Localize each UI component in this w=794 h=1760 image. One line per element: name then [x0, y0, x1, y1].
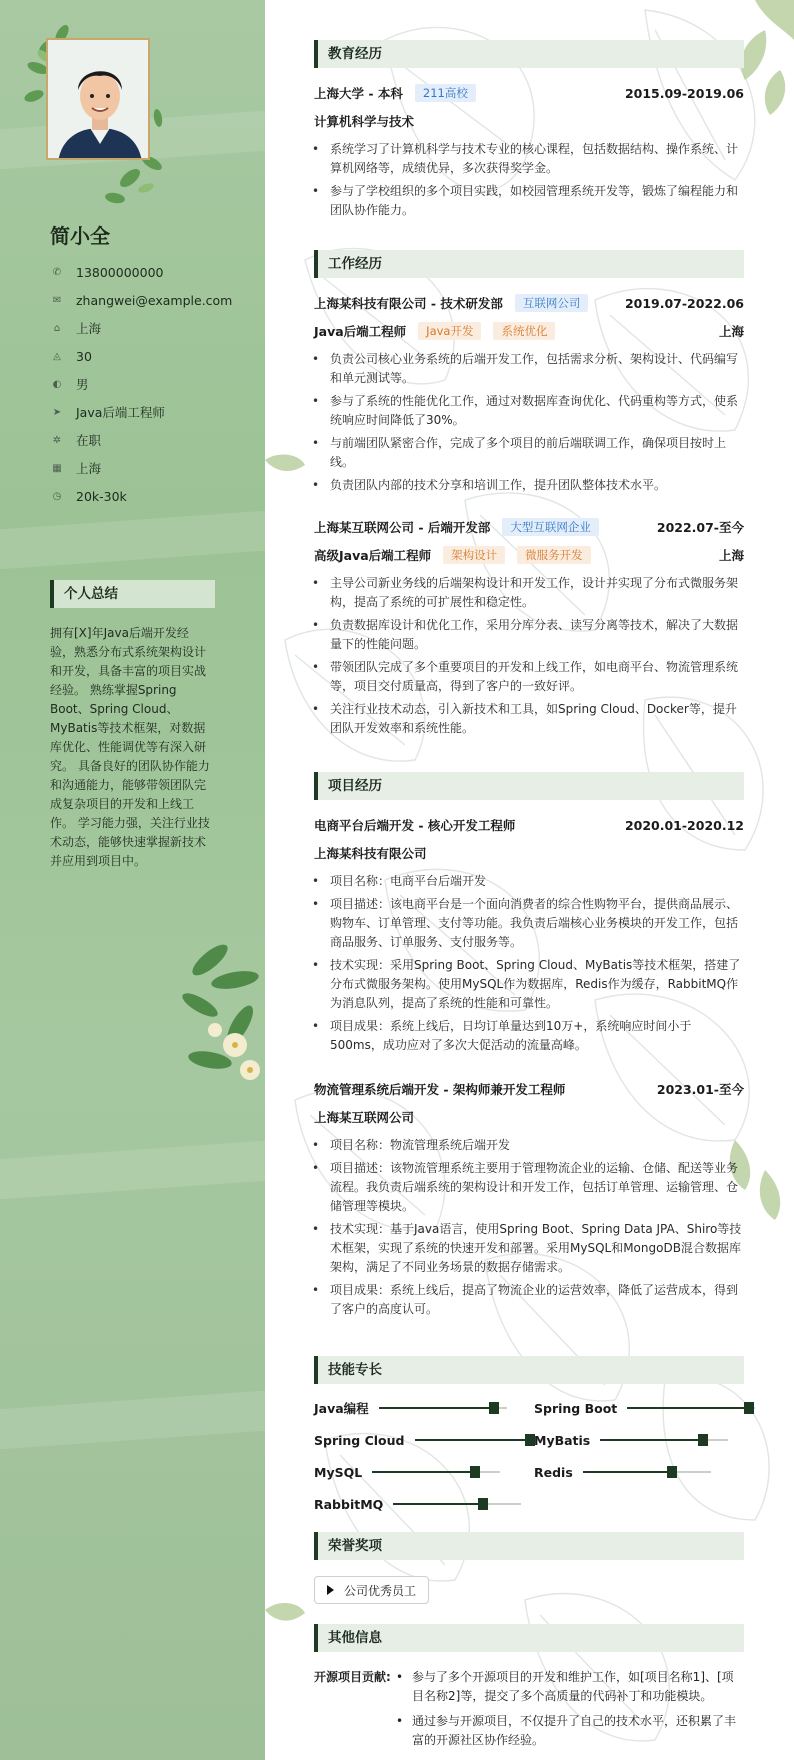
other-bullets	[392, 1668, 744, 1756]
skill-level-knob	[744, 1402, 754, 1414]
job-1-header	[314, 294, 744, 312]
avatar	[46, 38, 150, 160]
list-item: • 负责团队内部的技术分享和培训工作，提升团队整体技术水平。	[314, 476, 744, 495]
candidate-name: 简小全	[50, 224, 110, 248]
flower-decoration-icon	[180, 930, 265, 1090]
list-item: • 技术实现：基于Java语言，使用Spring Boot、Spring Data JPA、Shiro等技术框架，实现了系统的快速开发和部署。采用MySQL和MongoDB混合数据库架构，满足了不同业务场景的数据存储需求。	[314, 1220, 744, 1277]
job-date: 2019.07-2022.06	[624, 295, 744, 311]
job-2-bullets	[314, 574, 744, 742]
skill-name: MyBatis	[534, 1432, 591, 1448]
education-bullets	[314, 140, 744, 224]
role-tag: Java开发	[418, 322, 481, 340]
skill-item	[534, 1462, 711, 1482]
awards-section-title: 荣誉奖项	[314, 1532, 744, 1560]
info-age: ◬ 30	[50, 342, 250, 370]
summary-section-title: 个人总结	[50, 580, 215, 608]
project-date: 2020.01-2020.12	[624, 817, 744, 833]
info-salary: ◷ 20k-30k	[50, 482, 250, 510]
building-icon: ▦	[52, 462, 62, 474]
job-1-bullets	[314, 350, 744, 499]
list-item: • 负责公司核心业务系统的后端开发工作，包括需求分析、架构设计、代码编写和单元测试等。	[314, 350, 744, 388]
info-city: ▦ 上海	[50, 454, 250, 482]
play-icon	[327, 1585, 334, 1595]
list-item: • 参与了多个开源项目的开发和维护工作，如[项目名称1]、[项目名称2]等，提交了多个高质量的代码补丁和功能模块。	[392, 1668, 744, 1706]
job-company: 上海某互联网公司 - 后端开发部	[314, 520, 491, 535]
skill-level-bar	[415, 1439, 543, 1441]
send-icon: ➤	[52, 406, 62, 418]
project-2-bullets	[314, 1136, 744, 1323]
contact-info-list	[50, 258, 250, 510]
skill-item	[314, 1430, 543, 1450]
skill-level-bar	[627, 1407, 755, 1409]
projects-section-title: 项目经历	[314, 772, 744, 800]
other-section-title: 其他信息	[314, 1624, 744, 1652]
list-item: • 与前端团队紧密合作，完成了多个项目的前后端联调工作，确保项目按时上线。	[314, 434, 744, 472]
skill-level-fill	[583, 1471, 673, 1473]
skill-level-fill	[372, 1471, 474, 1473]
skill-level-fill	[415, 1439, 530, 1441]
job-company: 上海某科技有限公司 - 技术研发部	[314, 296, 503, 311]
skill-name: Spring Boot	[534, 1400, 618, 1416]
job-date: 2022.07-至今	[656, 520, 744, 535]
skill-level-knob	[698, 1434, 708, 1446]
avatar-photo-icon	[48, 40, 150, 160]
project-date: 2023.01-至今	[656, 1082, 744, 1097]
work-section-title: 工作经历	[314, 250, 744, 278]
list-item: • 参与了系统的性能优化工作，通过对数据库查询优化、代码重构等方式，使系统响应时间降低了30%。	[314, 392, 744, 430]
education-section-title: 教育经历	[314, 40, 744, 68]
list-item: • 技术实现：采用Spring Boot、Spring Cloud、MyBatis等技术框架，搭建了分布式微服务架构。使用MySQL作为数据库，Redis作为缓存，RabbitMQ作为消息队列，提高了系统的性能和可靠性。	[314, 956, 744, 1013]
skill-item	[534, 1430, 728, 1450]
skill-item	[534, 1398, 755, 1418]
skill-level-fill	[627, 1407, 749, 1409]
education-header-row	[314, 84, 744, 102]
list-item: • 系统学习了计算机科学与技术专业的核心课程，包括数据结构、操作系统、计算机网络等，成绩优异，多次获得奖学金。	[314, 140, 744, 178]
list-item: • 项目名称：电商平台后端开发	[314, 872, 744, 891]
role-tag: 系统优化	[493, 322, 555, 340]
skill-level-knob	[489, 1402, 499, 1414]
info-target-position: ➤ Java后端工程师	[50, 398, 250, 426]
skill-item	[314, 1398, 507, 1418]
list-item: • 参与了学校组织的多个项目实践，如校园管理系统开发等，锻炼了编程能力和团队协作能力。	[314, 182, 744, 220]
skill-level-bar	[372, 1471, 500, 1473]
list-item: • 项目成果：系统上线后，提高了物流企业的运营效率，降低了运营成本，得到了客户的高度认可。	[314, 1281, 744, 1319]
job-city: 上海	[718, 548, 744, 563]
company-tag: 大型互联网企业	[502, 518, 599, 536]
school-tag: 211高校	[415, 84, 476, 102]
job-2-role-row	[314, 546, 744, 564]
summary-text: 拥有[X]年Java后端开发经验，熟悉分布式系统架构设计和开发，具备丰富的项目实战经验。 熟练掌握Spring Boot、Spring Cloud、MyBatis等技术框架，对数据库优化、性能调优等有深入研究。 具备良好的团队协作能力和沟通能力，能够带领团队完成复杂项目的开发和上线工作。 学习能力强，关注行业技术动态，能够快速掌握新技术并应用到项目中。	[50, 626, 210, 868]
project-2-company: 上海某互联网公司	[314, 1110, 415, 1125]
skill-name: Redis	[534, 1464, 573, 1480]
skill-level-fill	[600, 1439, 702, 1441]
list-item: • 项目名称：物流管理系统后端开发	[314, 1136, 744, 1155]
cake-icon: ◬	[53, 350, 61, 362]
list-item: • 项目成果：系统上线后，日均订单量达到10万+，系统响应时间小于500ms，成功应对了多次大促活动的流量高峰。	[314, 1017, 744, 1055]
school-name: 上海大学 - 本科	[314, 86, 403, 101]
other-label: 开源项目贡献:	[314, 1670, 391, 1684]
role-tag: 架构设计	[443, 546, 505, 564]
skill-level-knob	[470, 1466, 480, 1478]
salary-icon: ◷	[52, 490, 62, 502]
skill-level-bar	[583, 1471, 711, 1473]
project-name: 电商平台后端开发 - 核心开发工程师	[314, 818, 516, 833]
major: 计算机科学与技术	[314, 114, 415, 129]
list-item: • 关注行业技术动态，引入新技术和工具，如Spring Cloud、Docker等，提升团队开发效率和系统性能。	[314, 700, 744, 738]
skill-level-knob	[667, 1466, 677, 1478]
job-city: 上海	[718, 324, 744, 339]
role-tag: 微服务开发	[517, 546, 591, 564]
home-icon: ⌂	[53, 322, 61, 334]
skill-level-knob	[478, 1498, 488, 1510]
company-tag: 互联网公司	[515, 294, 589, 312]
skill-level-bar	[379, 1407, 507, 1409]
skill-name: MySQL	[314, 1464, 363, 1480]
skill-level-fill	[393, 1503, 483, 1505]
job-role: Java后端工程师	[314, 324, 407, 339]
skill-level-bar	[600, 1439, 728, 1441]
other-info	[314, 1668, 744, 1756]
phone-icon: ✆	[52, 266, 62, 278]
list-item: • 项目描述：该电商平台是一个面向消费者的综合性购物平台，提供商品展示、购物车、订单管理、支付等功能。我负责后端核心业务模块的开发工作，包括商品服务、订单服务、支付服务等。	[314, 895, 744, 952]
project-1-bullets	[314, 872, 744, 1059]
list-item: • 主导公司新业务线的后端架构设计和开发工作，设计并实现了分布式微服务架构，提高了系统的可扩展性和稳定性。	[314, 574, 744, 612]
info-status: ✲ 在职	[50, 426, 250, 454]
list-item: • 项目描述：该物流管理系统主要用于管理物流企业的运输、仓储、配送等业务流程。我负责后端系统的架构设计和开发工作，包括订单管理、运输管理、仓储管理等模块。	[314, 1159, 744, 1216]
sidebar	[0, 0, 265, 1760]
list-item: • 负责数据库设计和优化工作，采用分库分表、读写分离等技术，解决了大数据量下的性能问题。	[314, 616, 744, 654]
list-item: • 带领团队完成了多个重要项目的开发和上线工作，如电商平台、物流管理系统等，项目交付质量高，得到了客户的一致好评。	[314, 658, 744, 696]
job-2-header	[314, 518, 744, 536]
skills-section-title: 技能专长	[314, 1356, 744, 1384]
education-major-row	[314, 112, 744, 130]
project-2-header	[314, 1080, 744, 1098]
project-1-header	[314, 816, 744, 834]
status-icon: ✲	[52, 434, 62, 446]
award-badge: 公司优秀员工	[314, 1576, 429, 1604]
job-role: 高级Java后端工程师	[314, 548, 432, 563]
skill-level-bar	[393, 1503, 521, 1505]
info-gender: ◐ 男	[50, 370, 250, 398]
skill-item	[314, 1494, 521, 1514]
list-item: • 通过参与开源项目，不仅提升了自己的技术水平，还积累了丰富的开源社区协作经验。	[392, 1712, 744, 1750]
job-1-role-row	[314, 322, 744, 340]
education-date: 2015.09-2019.06	[624, 85, 744, 101]
info-email[interactable]: ✉ zhangwei@example.com	[50, 286, 250, 314]
skill-item	[314, 1462, 500, 1482]
info-phone: ✆ 13800000000	[50, 258, 250, 286]
project-name: 物流管理系统后端开发 - 架构师兼开发工程师	[314, 1082, 566, 1097]
skill-level-fill	[379, 1407, 494, 1409]
skill-name: Spring Cloud	[314, 1432, 405, 1448]
info-hometown: ⌂ 上海	[50, 314, 250, 342]
skill-name: RabbitMQ	[314, 1496, 384, 1512]
skill-name: Java编程	[314, 1401, 369, 1416]
mail-icon: ✉	[52, 294, 62, 306]
gender-icon: ◐	[52, 378, 62, 390]
project-1-company: 上海某科技有限公司	[314, 846, 427, 861]
